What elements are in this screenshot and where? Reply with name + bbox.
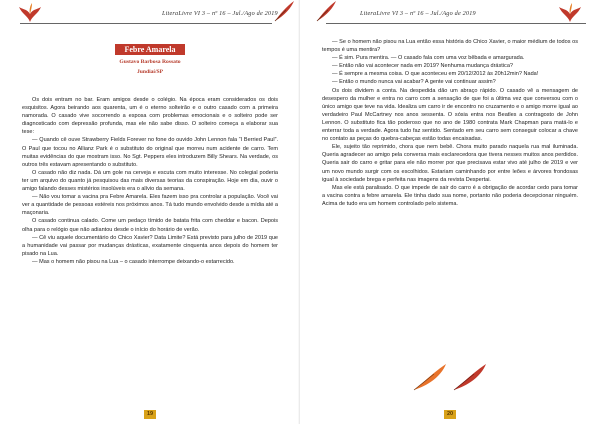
paragraph: — Se o homem não pisou na Lua então essa história do Chico Xavier, o maior médium de todos os tempos é uma mentira? xyxy=(322,39,578,54)
right-page xyxy=(300,0,600,424)
header-title: LiteraLivre VI 3 – nº 16 – Jul./Ago de 2019 xyxy=(162,10,278,17)
paragraph: Os dois dividem a conta. Na despedida dão um abraço rápido. O casado vê a mensagem de desespero da mulher e entra no carro com a sensação de que foi a última vez que conversou com o único amigo que teve na vida. Idealiza um carro ir de encontro no cruzamento e o amigo morre igual ao verdadeiro Paul McCartney nos anos sessenta. O sósia entra nos Beatles a contragosto de John Lennon. O substituto fica tão poderoso que no ano de 1980 contrata Mark Chapman para matá-lo e enterrar toda a verdade. Agora tudo faz sentido. Sentado em seu carro sem conseguir colocar a chave no contato as peças do quebra-cabeças estão todas encaixadas. xyxy=(322,87,578,143)
paragraph: O casado não diz nada. Dá um gole na cerveja e escuta com muito interesse. No colegial poderia ter um arquivo do quanto já pesquisou das mais diversas teorias da conspiração. Hoje em dia, ouvir o amigo falando desses mistérios insolúveis era o alívio da semana. xyxy=(22,169,278,193)
paragraph: — É sim. Pura mentira. — O casado fala com uma voz bêbada e amargurada. xyxy=(332,55,525,62)
paragraph: — Então não vai acontecer nada em 2019? Nenhuma mudança drástica? xyxy=(332,63,514,70)
quill-icon xyxy=(272,0,296,22)
paragraph: — É sempre a mesma coisa. O que aconteceu em 20/12/2012 às 20h12min? Nada! xyxy=(332,71,539,78)
right-body-text xyxy=(322,38,578,208)
page-number: 20 xyxy=(444,410,456,419)
paragraph: — Quando cê ouve Strawberry Fields Forever no fone do ouvido John Lennon fala “I Berried Paul”. O Paul que tocou no Allianz Park é o substituto do original que morreu num acidente de carro. Tem muitas evidências do que mostram isso. No Sgt. Peppers eles introduzem Billy Shears. Na verdade, os outros três estavam apresentando o substituto. xyxy=(22,137,278,168)
paragraph: — Não vou tomar a vacina pra Febre Amarela. Eles fazem isso pra controlar a população. Você vai ver a quantidade de pessoas estéreis nos próximos anos. Tá tudo mundo envolvido desde a mídia até a maçonaria. xyxy=(22,194,278,217)
phoenix-logo-icon xyxy=(558,2,582,24)
header-rule xyxy=(20,23,272,24)
header-rule xyxy=(326,23,586,24)
page-number: 19 xyxy=(144,410,156,419)
story-location: Jundiaí/SP xyxy=(136,69,164,75)
story-author: Gustavo Barbosa Rossato xyxy=(119,59,181,65)
quill-ornament-icon xyxy=(410,360,490,392)
quill-icon xyxy=(314,0,338,22)
paragraph: — Mas o homem não pisou na Lua – o casado interrompe deixando-o estarrecido. xyxy=(32,258,235,265)
paragraph: Ele, sujeito tão reprimido, chora que nem bebê. Chora muito parado naquela rua mal iluminada. Queria agradecer ao amigo pela conversa mais esclarecedora que tivera nesses muitos anos perdidos. Queria sair do carro e gritar para ele não morrer por que precisava estar vivo até julho de 2019 e ver um novo mundo surgir com os escolhidos. Estariam caminhando por entre leões e árvores frondosas igual à sociedade brega e perfeita nas imagens da revista Despertai. xyxy=(322,144,578,183)
paragraph: Os dois entram no bar. Eram amigos desde o colégio. Na época eram considerados os dois esquisitos. Agora beirando aos quarenta, um é o eterno solteirão e o outro casado com a primeira namorada. O casado vive socorrendo a esposa com problemas emocionais e o solteiro pode ser diagnosticado com depressão profunda, mas ele não sabe disso. O solteiro começa a elaborar sua tese: xyxy=(22,97,278,136)
right-header xyxy=(300,4,600,20)
paragraph: — Cê viu aquele documentário do Chico Xavier? Data Limite? Está previsto para julho de 2019 que a humanidade vai passar por mudanças drásticas, exatamente cinquenta anos depois do homem ter pisado na Lua. xyxy=(22,234,278,257)
paragraph: — Então o mundo nunca vai acabar? A gente vai continuar assim? xyxy=(332,79,496,86)
paragraph: O casado continua calado. Come um pedaço tímido de batata frita com cheddar e bacon. Depois olha para o relógio que não adiantou desde o início do horário de verão. xyxy=(22,218,278,233)
phoenix-logo-icon xyxy=(18,2,42,24)
header-title: LiteraLivre VI 3 – nº 16 – Jul./Ago de 2019 xyxy=(360,10,476,17)
left-header xyxy=(0,4,300,20)
paragraph: Mas ele está paralisado. O que impede de sair do carro é a obrigação de acordar cedo para tomar a vacina contra a febre amarela. Ele tinha dado sua nome, portanto não poderia decepcionar ninguém. Acima de tudo era um homem controlado pelo sistema. xyxy=(322,184,578,207)
story-title: Febre Amarela xyxy=(115,44,185,55)
left-body-text xyxy=(22,96,278,266)
